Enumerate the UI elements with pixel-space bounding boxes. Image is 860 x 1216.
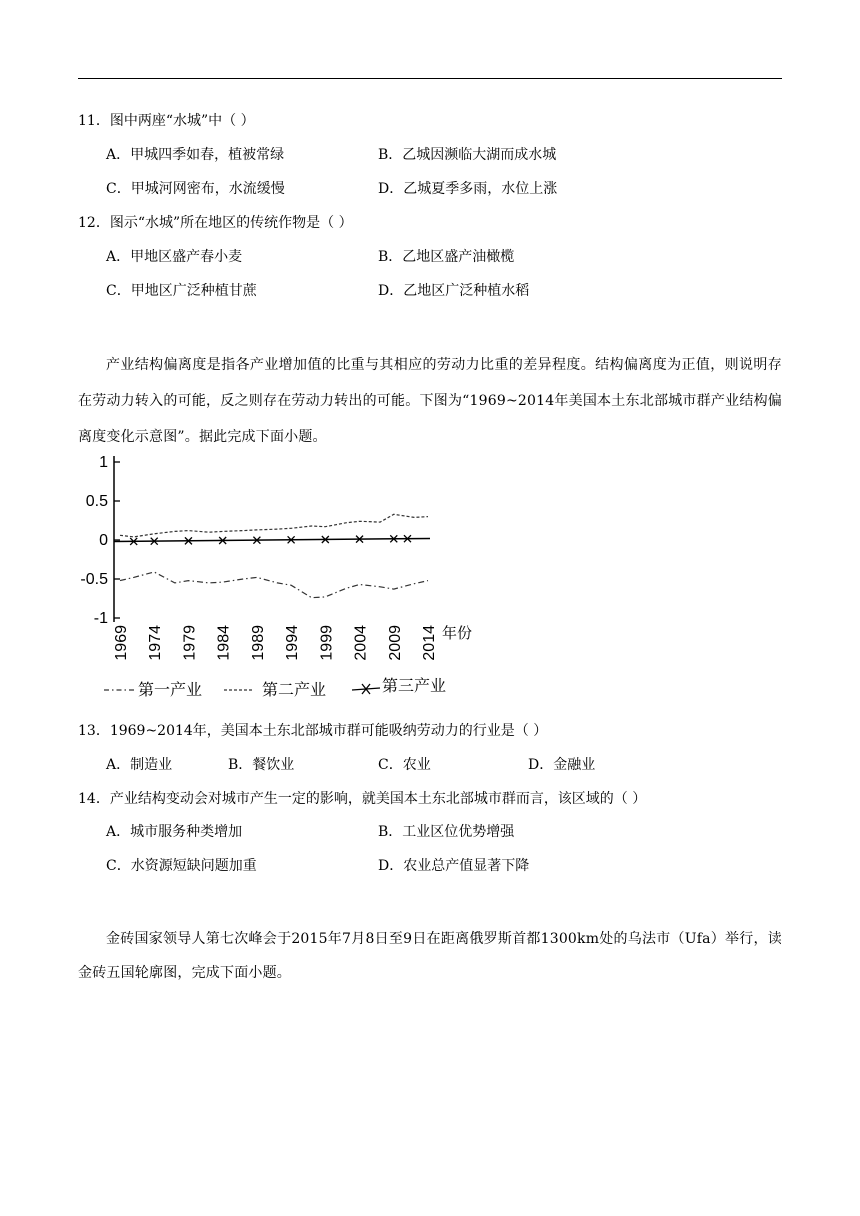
series-secondary-line <box>120 514 428 537</box>
x-tick-label: 1979 <box>181 625 199 661</box>
chart-series <box>114 514 430 597</box>
deviation-line-chart <box>78 446 478 708</box>
q14-option-d: D．农业总产值显著下降 <box>378 858 530 874</box>
x-tick-label: 1994 <box>284 625 302 661</box>
q12-option-c: C．甲地区广泛种植甘蔗 <box>106 283 257 299</box>
y-tick-label: 0 <box>99 532 108 549</box>
x-tick-label: 2009 <box>386 625 404 661</box>
legend-item-secondary <box>224 681 326 699</box>
intro-paragraph-2-text: 金砖国家领导人第七次峰会于2015年7月8日至9日在距离俄罗斯首都1300km处的乌法市（Ufa）举行，读金砖五国轮廓图，完成下面小题。 <box>78 931 782 981</box>
question-13-stem: 13．1969~2014年，美国本土东北部城市群可能吸纳劳动力的行业是（ ） <box>78 723 548 739</box>
question-12-stem: 12．图示“水城”所在地区的传统作物是（ ） <box>78 215 353 231</box>
chart-ticks <box>80 454 472 661</box>
x-tick-label: 1999 <box>318 625 336 661</box>
intro-paragraph-1-text: 产业结构偏离度是指各产业增加值的比重与其相应的劳动力比重的差异程度。结构偏离度为正值，则说明存在劳动力转入的可能，反之则存在劳动力转出的可能。下图为“1969~2014年美国本土东北部城市群产业结构偏离度变化示意图”。据此完成下面小题。 <box>78 357 782 445</box>
legend-label-primary: 第一产业 <box>138 682 203 699</box>
x-unit-label: 年份 <box>442 625 473 642</box>
q12-option-a: A．甲地区盛产春小麦 <box>106 249 243 265</box>
x-tick-label: 1969 <box>113 625 130 661</box>
q12-option-d: D．乙地区广泛种植水稻 <box>378 283 530 299</box>
question-11-stem: 11．图中两座“水城”中（ ） <box>78 113 255 129</box>
x-tick-label: 2014 <box>421 625 438 661</box>
header-rule <box>78 78 782 79</box>
intro-paragraph-1 <box>78 347 782 455</box>
chart-legend <box>104 677 446 699</box>
q13-option-d: D．金融业 <box>528 757 596 773</box>
q14-option-a: A．城市服务种类增加 <box>106 824 243 840</box>
question-14-stem: 14．产业结构变动会对城市产生一定的影响，就美国本土东北部城市群而言，该区域的（ ） <box>78 791 647 807</box>
legend-label-secondary: 第二产业 <box>262 682 327 699</box>
q14-option-c: C．水资源短缺问题加重 <box>106 858 257 874</box>
x-tick-label: 2004 <box>352 625 370 661</box>
series-primary-line <box>120 572 428 598</box>
q11-option-b: B．乙城因濒临大湖而成水城 <box>378 147 557 163</box>
x-tick-label: 1984 <box>215 625 233 661</box>
intro-paragraph-2 <box>78 922 782 990</box>
y-tick-label: -1 <box>93 610 108 627</box>
legend-item-tertiary <box>352 677 446 695</box>
q14-option-b: B．工业区位优势增强 <box>378 824 515 840</box>
legend-label-tertiary: 第三产业 <box>382 678 447 695</box>
series-tertiary-line <box>114 538 430 541</box>
q13-option-b: B．餐饮业 <box>228 757 295 773</box>
q13-option-c: C．农业 <box>378 757 431 773</box>
y-tick-label: 0.5 <box>85 493 108 510</box>
q11-option-a: A．甲城四季如春，植被常绿 <box>106 147 285 163</box>
q12-option-b: B．乙地区盛产油橄榄 <box>378 249 515 265</box>
q11-option-c: C．甲城河网密布，水流缓慢 <box>106 181 285 197</box>
x-tick-label: 1974 <box>147 625 165 661</box>
q11-option-d: D．乙城夏季多雨，水位上涨 <box>378 181 558 197</box>
y-tick-label: 1 <box>99 454 108 471</box>
y-tick-label: -0.5 <box>80 571 108 588</box>
q13-option-a: A．制造业 <box>106 757 173 773</box>
legend-item-primary <box>104 681 202 699</box>
x-tick-label: 1989 <box>249 625 267 661</box>
